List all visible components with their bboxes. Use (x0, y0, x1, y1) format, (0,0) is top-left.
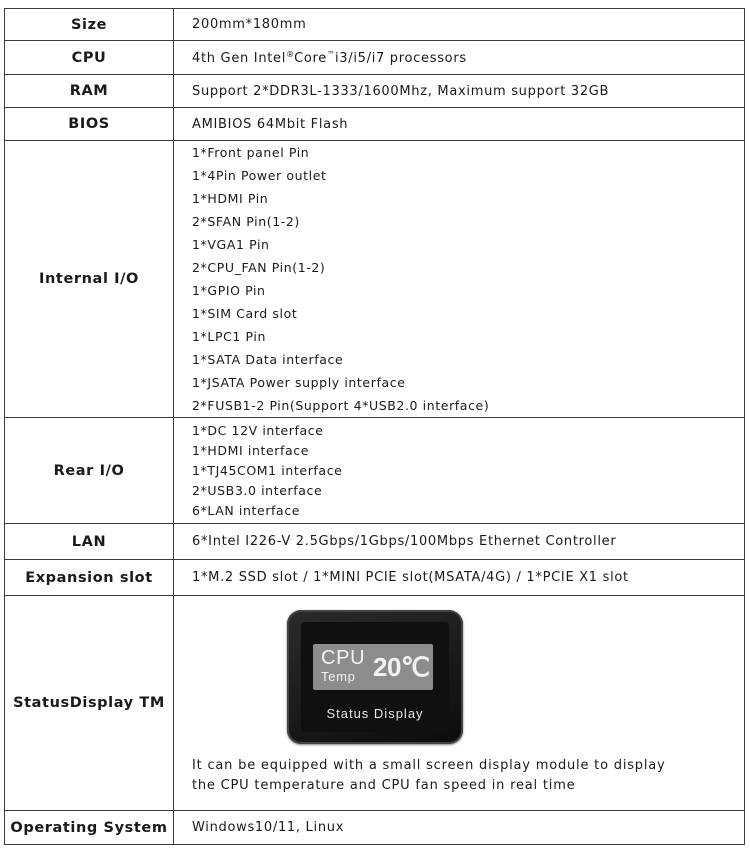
list-item: 1*JSATA Power supply interface (192, 375, 406, 390)
registered-mark: ® (286, 49, 295, 59)
size-label: Size (5, 9, 174, 41)
list-item: 1*VGA1 Pin (192, 237, 270, 252)
row-expansion (5, 560, 745, 596)
expansion-label: Expansion slot (5, 560, 174, 596)
trademark-mark: ™ (326, 49, 335, 59)
list-item: 2*FUSB1-2 Pin(Support 4*USB2.0 interface) (192, 398, 490, 413)
lan-value: 6*Intel I226-V 2.5Gbps/1Gbps/100Mbps Ethernet Controller (174, 524, 745, 560)
cpu-value-mid: Core (294, 50, 327, 66)
ram-value: Support 2*DDR3L-1333/1600Mhz, Maximum support 32GB (174, 75, 745, 108)
row-status-display (5, 596, 745, 811)
cpu-value-prefix: 4th Gen Intel (192, 50, 287, 66)
status-display-image (192, 596, 744, 744)
row-lan (5, 524, 745, 560)
lcd-temp-value: 20℃ (373, 652, 430, 682)
list-item: 1*DC 12V interface (192, 422, 324, 438)
list-item: 1*TJ45COM1 interface (192, 462, 343, 478)
display-panel (301, 622, 449, 732)
status-display-cell (174, 596, 745, 811)
rear-io-list (174, 418, 745, 524)
list-item: 1*SATA Data interface (192, 352, 344, 367)
size-value: 200mm*180mm (174, 9, 745, 41)
row-cpu (5, 41, 745, 75)
row-internal-io (5, 141, 745, 418)
cpu-value-suffix: i3/i5/i7 processors (334, 50, 467, 66)
spec-table (4, 8, 745, 845)
list-item: 1*LPC1 Pin (192, 329, 267, 344)
description-line: the CPU temperature and CPU fan speed in real time (192, 778, 576, 793)
cpu-value (174, 41, 745, 75)
lcd-cpu-text: CPU (321, 647, 366, 669)
os-label: Operating System (5, 811, 174, 845)
list-item: 2*CPU_FAN Pin(1-2) (192, 260, 326, 275)
row-bios (5, 108, 745, 141)
row-os (5, 811, 745, 845)
list-item: 2*USB3.0 interface (192, 482, 323, 498)
lcd-temp-label: Temp (321, 669, 356, 684)
internal-io-list (174, 141, 745, 418)
description-line: It can be equipped with a small screen display module to display (192, 758, 666, 773)
ram-label: RAM (5, 75, 174, 108)
list-item: 1*SIM Card slot (192, 306, 298, 321)
internal-io-label: Internal I/O (5, 141, 174, 418)
list-item: 1*GPIO Pin (192, 283, 266, 298)
list-item: 2*SFAN Pin(1-2) (192, 214, 300, 229)
cpu-label: CPU (5, 41, 174, 75)
lan-label: LAN (5, 524, 174, 560)
list-item: 1*HDMI Pin (192, 191, 269, 206)
bios-label: BIOS (5, 108, 174, 141)
display-caption: Status Display (326, 706, 424, 721)
list-item: 6*LAN interface (192, 502, 301, 518)
expansion-value: 1*M.2 SSD slot / 1*MINI PCIE slot(MSATA/4G) / 1*PCIE X1 slot (174, 560, 745, 596)
os-value: Windows10/11, Linux (174, 811, 745, 845)
row-ram (5, 75, 745, 108)
status-display-description (192, 744, 744, 796)
list-item: 1*Front panel Pin (192, 145, 310, 160)
lcd-area (313, 644, 433, 690)
row-size (5, 9, 745, 41)
bios-value: AMIBIOS 64Mbit Flash (174, 108, 745, 141)
display-module (287, 610, 463, 744)
status-display-label: StatusDisplay TM (5, 596, 174, 811)
list-item: 1*4Pin Power outlet (192, 168, 327, 183)
row-rear-io (5, 418, 745, 524)
rear-io-label: Rear I/O (5, 418, 174, 524)
list-item: 1*HDMI interface (192, 442, 310, 458)
